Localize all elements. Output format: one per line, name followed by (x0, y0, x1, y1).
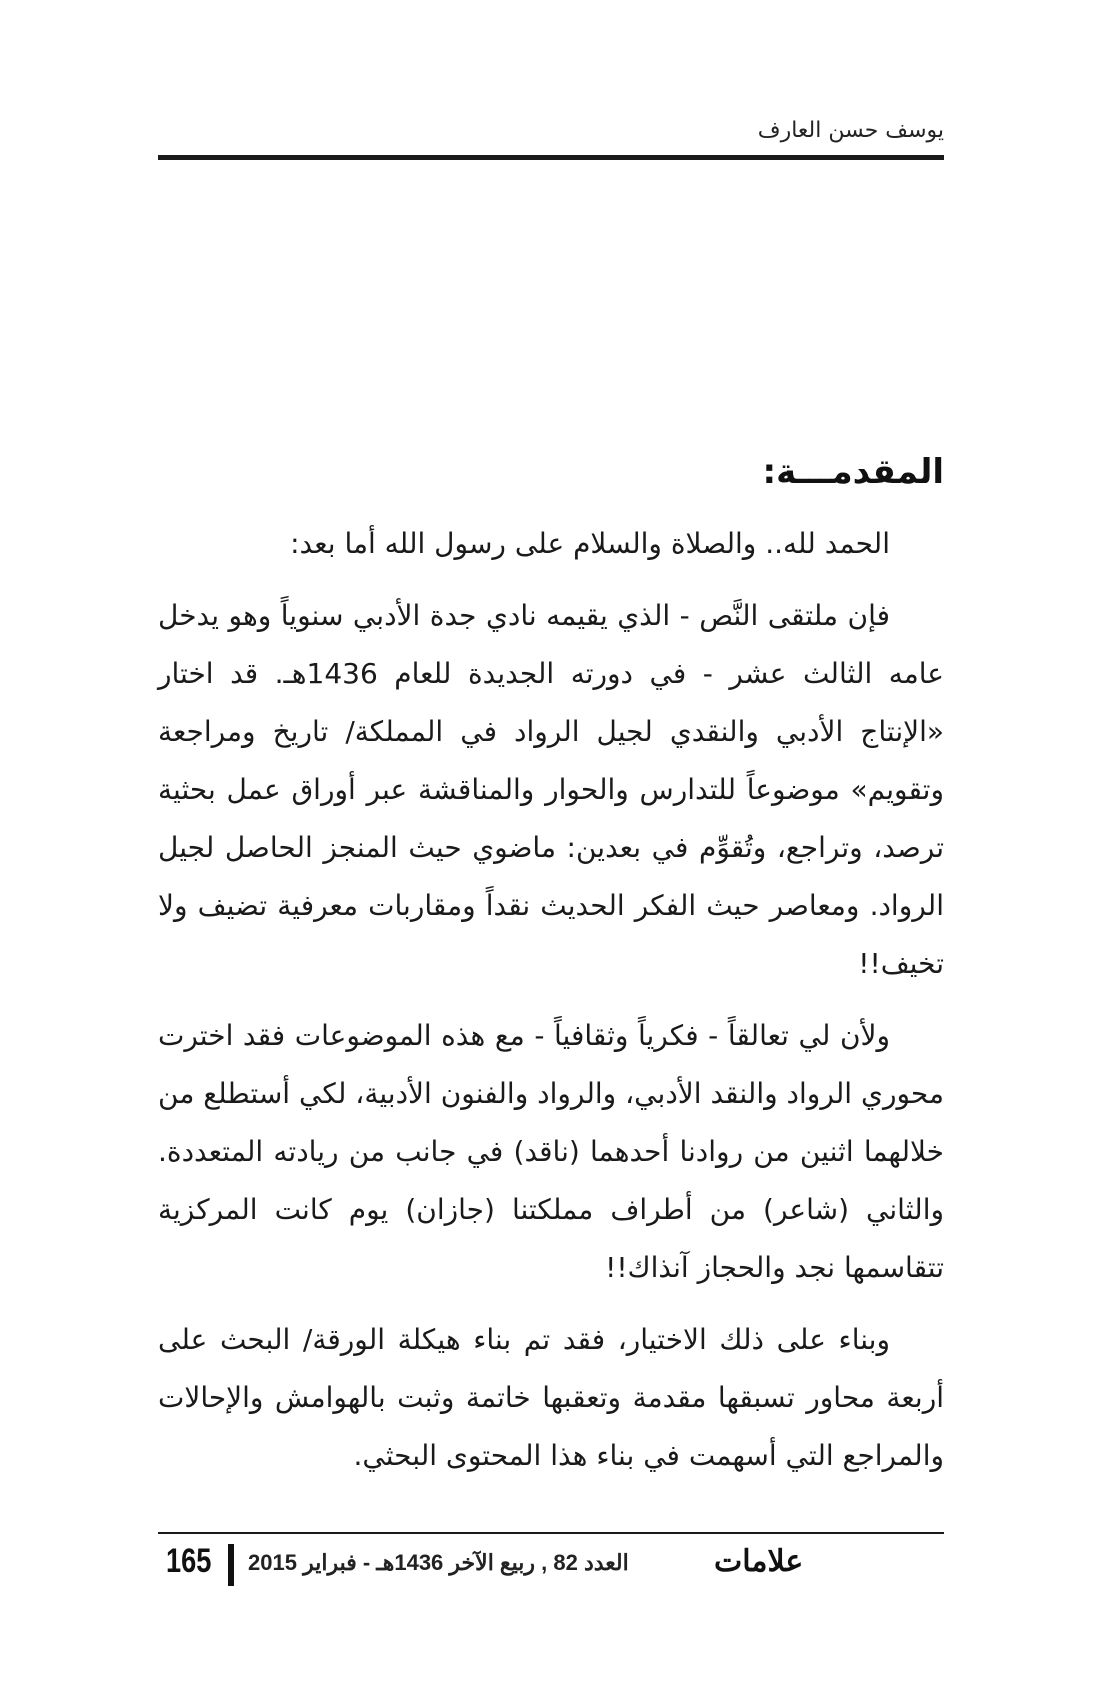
header-divider (158, 155, 944, 160)
footer-separator (228, 1544, 234, 1586)
issue-info: العدد 82 , ربيع الآخر 1436هـ - فبراير 2015 (248, 1550, 629, 1575)
paragraph-1: الحمد لله.. والصلاة والسلام على رسول الله أما بعد: (290, 527, 890, 560)
page-number: 165 (166, 1542, 212, 1580)
journal-logo: علامات (714, 1544, 804, 1579)
section-title: المقدمـــة: (762, 452, 944, 492)
paragraph-3: ولأن لي تعالقاً - فكرياً وثقافياً - مع هذه الموضوعات فقد اخترت محوري الرواد والنقد الأدبي، والرواد والفنون الأدبية، لكي أستطلع من خلالهما اثنين من روادنا أحدهما (ناقد) في جانب من ريادته المتعددة. والثاني (شاعر) من أطراف مملكتنا (جازان) يوم كانت المركزية تتقاسمها نجد والحجاز آنذاك!! (158, 1019, 944, 1284)
running-header-author: يوسف حسن العارف (757, 118, 944, 143)
paragraph-4: وبناء على ذلك الاختيار، فقد تم بناء هيكلة الورقة/ البحث على أربعة محاور تسبقها مقدمة وتعقبها خاتمة وثبت بالهوامش والإحالات والمراجع التي أسهمت في بناء هذا المحتوى البحثي. (158, 1323, 944, 1472)
footer-divider (158, 1532, 944, 1534)
page-footer (158, 1542, 944, 1592)
paragraph-2: فإن ملتقى النَّص - الذي يقيمه نادي جدة الأدبي سنوياً وهو يدخل عامه الثالث عشر - في دورته الجديدة للعام 1436هـ. قد اختار «الإنتاج الأدبي والنقدي لجيل الرواد في المملكة/ تاريخ ومراجعة وتقويم» موضوعاً للتدارس والحوار والمناقشة عبر أوراق عمل بحثية ترصد، وتراجع، وتُقوِّم في بعدين: ماضوي حيث المنجز الحاصل لجيل الرواد. ومعاصر حيث الفكر الحديث نقداً ومقاربات معرفية تضيف ولا تخيف!! (158, 599, 944, 980)
body-text (158, 515, 944, 1499)
